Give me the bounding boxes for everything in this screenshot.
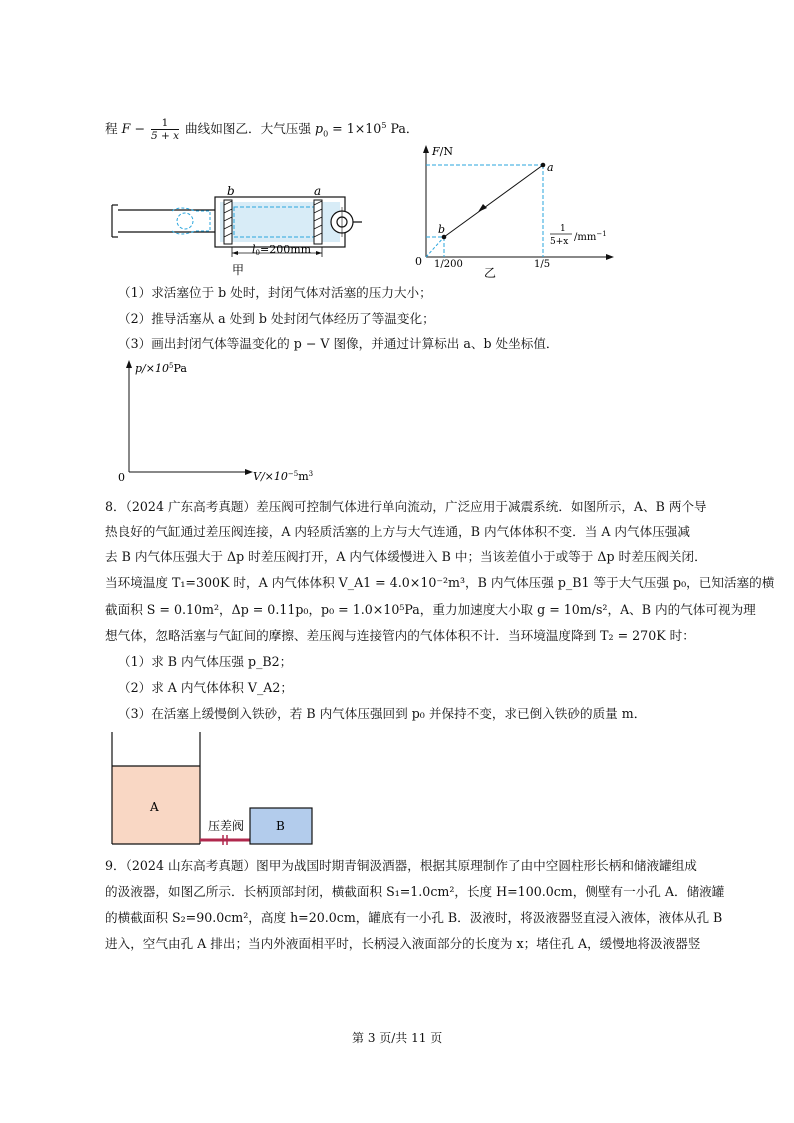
- q9-line-1: 9．（2024 山东高考真题）图甲为战国时期青铜汲酒器，根据其原理制作了由中空圆柱形长柄和储液罐组成: [105, 858, 697, 873]
- figure-yi: [410, 145, 620, 280]
- label-A: A: [150, 800, 159, 814]
- figure-q8: [110, 732, 330, 847]
- figure-jia: [110, 185, 370, 285]
- label-B: B: [276, 819, 285, 833]
- q8-line-4: 当环境温度 T₁=300K 时，A 内气体体积 V_A1 = 4.0×10⁻²m³，B 内气体压强 p_B1 等于大气压强 p₀，已知活塞的横: [105, 575, 775, 590]
- intro-fraction: $\frac{1}{5 + x}$: [150, 117, 180, 142]
- svg-text:乙: 乙: [484, 266, 497, 280]
- q8-line-3: 去 B 内气体压强大于 Δp 时差压阀打开，A 内气体缓慢进入 B 中；当该差值小于或等于 Δp 时差压阀关闭．: [105, 549, 707, 564]
- svg-text:1/5: 1/5: [534, 259, 551, 270]
- piston-b: [224, 200, 232, 244]
- svg-text:b: b: [438, 223, 446, 236]
- q9-line-4: 进入，空气由孔 A 排出；当内外液面相平时，长柄浸入液面部分的长度为 x；堵住孔 A，缓慢地将汲液器竖: [105, 936, 701, 951]
- svg-text:/mm−1: $/mm^{-1}$: [574, 230, 607, 243]
- point-a: [541, 163, 546, 168]
- q8-item-2: （2）求 A 内气体体积 V_A2；: [118, 680, 293, 695]
- q8-line-1: 8．（2024 广东高考真题）差压阀可控制气体进行单向流动，广泛应用于减震系统．如图所示，A、B 两个导: [105, 499, 707, 514]
- q7-item-1: （1）求活塞位于 b 处时，封闭气体对活塞的压力大小；: [118, 285, 432, 300]
- l0-label: l0=200mm: [252, 243, 312, 257]
- piston-a: [314, 200, 322, 244]
- valve-label: 压差阀: [208, 819, 245, 833]
- page-footer: 第 3 页/共 11 页: [352, 1031, 443, 1045]
- svg-text:0: 0: [118, 471, 125, 484]
- label-a: a: [314, 184, 322, 198]
- q7-item-3: （3）画出封闭气体等温变化的 p − V 图像，并通过计算标出 a、b 处坐标值．: [118, 336, 559, 351]
- pv-graph: [113, 358, 313, 483]
- svg-text:1/200: 1/200: [434, 259, 463, 270]
- label-b: b: [227, 184, 235, 198]
- q8-line-2: 热良好的气缸通过差压阀连接，A 内轻质活塞的上方与大气连通，B 内气体体积不变．当 A 内气体压强减: [105, 524, 690, 539]
- q9-line-3: 的横截面积 S₂=90.0cm²，高度 h=20.0cm，罐底有一小孔 B．汲液时，将汲液器竖直浸入液体，液体从孔 B: [105, 910, 723, 925]
- q7-item-2: （2）推导活塞从 a 处到 b 处封闭气体经历了等温变化；: [118, 311, 435, 326]
- q9-line-2: 的汲液器，如图乙所示．长柄顶部封闭，横截面积 S₁=1.0cm²，长度 H=100.0cm，侧壁有一小孔 A．储液罐: [105, 884, 725, 899]
- yi-ylabel: F/N: [432, 145, 453, 158]
- svg-text:1: 1: [560, 224, 566, 234]
- yi-xlabel: 5+x: [550, 237, 569, 247]
- q8-item-3: （3）在活塞上缓慢倒入铁砂，若 B 内气体压强回到 p₀ 并保持不变，求已倒入铁砂的质量 m．: [118, 706, 647, 721]
- q8-line-5: 截面积 S = 0.10m²，Δp = 0.11p₀，p₀ = 1.0×10⁵Pa，重力加速度大小取 g = 10m/s²，A、B 内的气体可视为理: [105, 602, 756, 617]
- q8-item-1: （1）求 B 内气体压强 p_B2；: [118, 654, 293, 669]
- svg-text:V/×10−5m3: $V/\times 10^{-5}m^3$: [253, 470, 314, 483]
- q8-line-6: 想气体，忽略活塞与气缸间的摩擦、差压阀与连接管内的气体体积不计．当环境温度降到 T₂ = 270K 时：: [105, 628, 695, 643]
- svg-text:p/×105Pa: $p/\times 10^5Pa$: [135, 362, 187, 375]
- svg-text:0: 0: [415, 255, 422, 268]
- caption-jia: 甲: [232, 263, 245, 277]
- svg-text:a: a: [547, 161, 554, 174]
- intro-line: 程 F − $\frac{1}{5 + x}$ 曲线如图乙．大气压强 $p_0 = 1\times 10^5$ Pa．: [105, 117, 419, 142]
